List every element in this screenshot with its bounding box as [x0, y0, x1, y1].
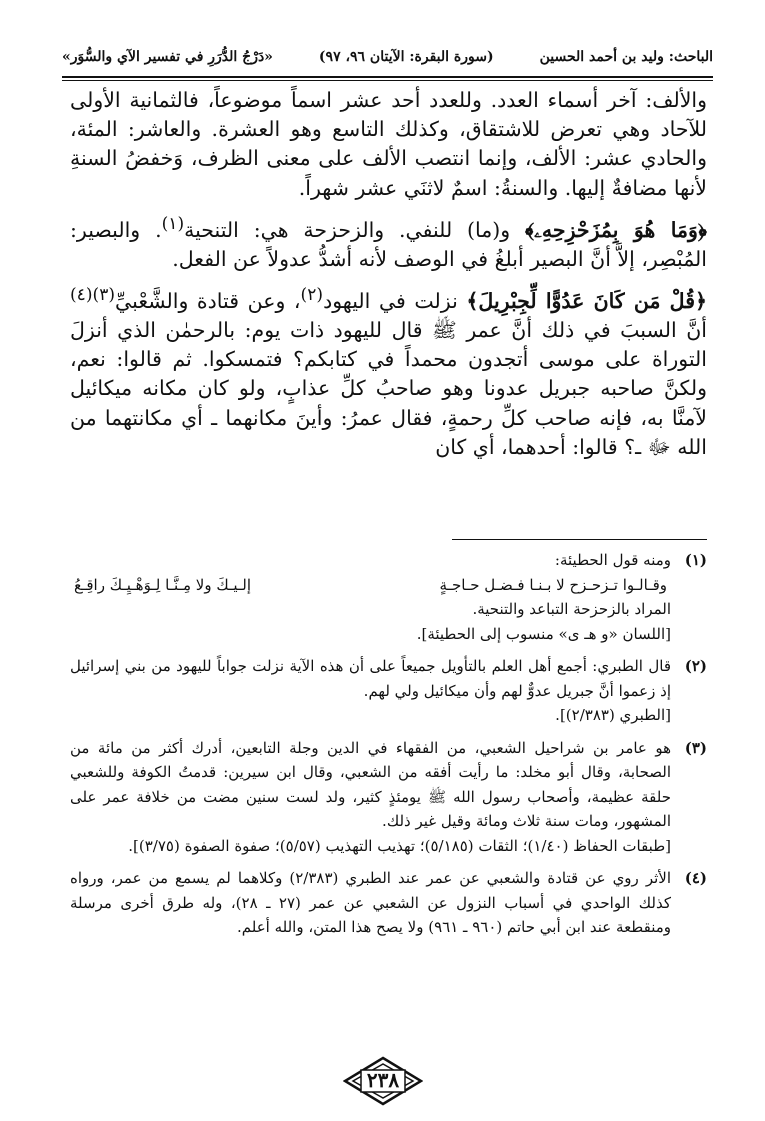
- verse-first-hemistich: وقـالـوا تـزحـزح لا بـنـا فـضـل حـاجـةٍ: [439, 575, 667, 594]
- footnote-ref: (٢): [300, 285, 324, 306]
- header-rule-thin: [62, 80, 713, 81]
- running-header: [62, 42, 713, 72]
- footnote-3: [70, 736, 707, 859]
- footnote-number: (٣): [684, 738, 707, 757]
- footnote-separator: [452, 539, 707, 540]
- footnote-4: [70, 866, 707, 940]
- quran-quote: ﴿وَمَا هُوَ بِمُزَحْزِحِهِۦ﴾: [525, 217, 707, 242]
- footnote-number: (١): [684, 551, 707, 569]
- paragraph-1: والألف: آخر أسماء العدد. وللعدد أحد عشر اسماً موضوعاً، فالثمانية الأولى للآحاد وهي تعرض للاشتقاق، وكذلك التاسع وهو العشرة. والعاشر: المئة، والحادي عشر: الألف، وإنما انتصب الألف على معنى الظرف، وَخفضُ السنةِ لأنها مضافةٌ إليها. والسنةُ: اسمٌ لاثنَي عشر شهراً.: [70, 88, 707, 200]
- footnote-text: المراد بالزحزحة التباعد والتنحية.: [472, 600, 671, 618]
- quran-quote: ﴿قُلْ مَن كَانَ عَدُوًّا لِّجِبْرِيلَ﴾: [466, 288, 708, 313]
- paragraph-3: [70, 281, 707, 462]
- page-number-ornament: [343, 1056, 423, 1106]
- text-run: نزلت في اليهود: [323, 288, 467, 313]
- footnotes: [70, 548, 707, 948]
- header-passage: (سورة البقرة: الآيتان ٩٦، ٩٧): [318, 49, 494, 65]
- footnote-number: (٤): [684, 869, 707, 887]
- header-author: الباحث: وليد بن أحمد الحسين: [539, 49, 713, 65]
- footnote-source: [اللسان «و هـ ى» منسوب إلى الحطيئة].: [416, 624, 671, 643]
- verse-second-hemistich: إلـيـكَ ولا مِـنَّـا لِـوَهْـيِـكَ راقِـعُ: [74, 575, 252, 594]
- footnote-2: [70, 654, 707, 728]
- footnote-text: الأثر روي عن قتادة والشعبي عن عمر عند الطبري (٢/٣٨٣) وكلاهما لم يسمع من عمر، ورواه كذلك الواحدي في أسباب النزول عن الشعبي عن عمر (٢٧ ـ ٢٨)، وله طرق أخرى مرسلة ومنقطعة عند ابن أبي حاتم (٩٦٠ ـ ٩٦١) ولا يصح هذا المتن، والله أعلم.: [70, 869, 671, 936]
- text-run: أنَّ السببَ في ذلك أنَّ عمر ﷺ قال لليهود ذات يوم: بالرحمٰن الذي أنزلَ التوراة على موسى أتجدون محمداً في كتابكم؟ فتمسكوا. ثم قالوا: نعم، ولكنَّ صاحبه جبريل عدونا وهو صاحبُ كلِّ عذابٍ، ولو كان مكانه ميكائيل لآمنَّا به، فإنه صاحب كلِّ رحمةٍ، فقال عمرُ: وأينَ مكانهما ـ أي مكانتهما من الله ﷻ ـ؟ قالوا: أحدهما، أي كان: [70, 318, 707, 459]
- footnote-ref: (٣)(٤): [70, 285, 116, 306]
- text-run: و(ما) للنفي. والزحزحة هي: التنحية: [184, 217, 526, 242]
- main-text: [70, 86, 707, 462]
- poetry-verse: [70, 573, 671, 598]
- header-book-title: «دَرْجُ الدُّرَرِ في تفسير الآي والسُّوَر»: [62, 49, 273, 65]
- footnote-text: ومنه قول الحطيئة:: [554, 551, 671, 569]
- paragraph-2: [70, 210, 707, 274]
- footnote-source: [الطبري (٢/٣٨٣)].: [555, 706, 671, 724]
- footnote-number: (٢): [684, 657, 707, 675]
- footnote-source: [طبقات الحفاظ (١/٤٠)؛ الثقات (٥/١٨٥)؛ تهذيب التهذيب (٥/٥٧)؛ صفوة الصفوة (٣/٧٥)].: [128, 836, 671, 855]
- text-run: . والبصير: المُبْصِر، إلاَّ أنَّ البصير أبلغُ في الوصف لأنه أشدُّ عدولاً عن الفعل.: [70, 217, 707, 271]
- text-run: ، وعن قتادة والشَّعْبيِّ: [115, 288, 301, 313]
- header-rule: [62, 76, 713, 78]
- footnote-ref: (١): [161, 213, 185, 234]
- page-number: ٢٣٨: [366, 1068, 400, 1092]
- footnote-1: [70, 548, 707, 646]
- footnote-text: قال الطبري: أجمع أهل العلم بالتأويل جميعاً على أن هذه الآية نزلت جواباً لليهود من بني إسرائيل إذ زعموا أنَّ جبريل عدوٌّ لهم وأن ميكائيل ولي لهم.: [70, 657, 671, 700]
- footnote-text: هو عامر بن شراحيل الشعبي، من الفقهاء في الدين وجلة التابعين، أدرك أكثر من مائة من الصحابة، وقال أبو مخلد: ما رأيت أفقه من الشعبي، وقال ابن سيرين: قدمتُ الكوفة وللشعبي حلقة عظيمة، وأصحاب رسول الله ﷺ يومئذٍ كثير، ولد لست سنين مضت من خلافة عمر على المشهور، ومات سنة ثلاث ومائة وقيل غير ذلك.: [70, 738, 671, 830]
